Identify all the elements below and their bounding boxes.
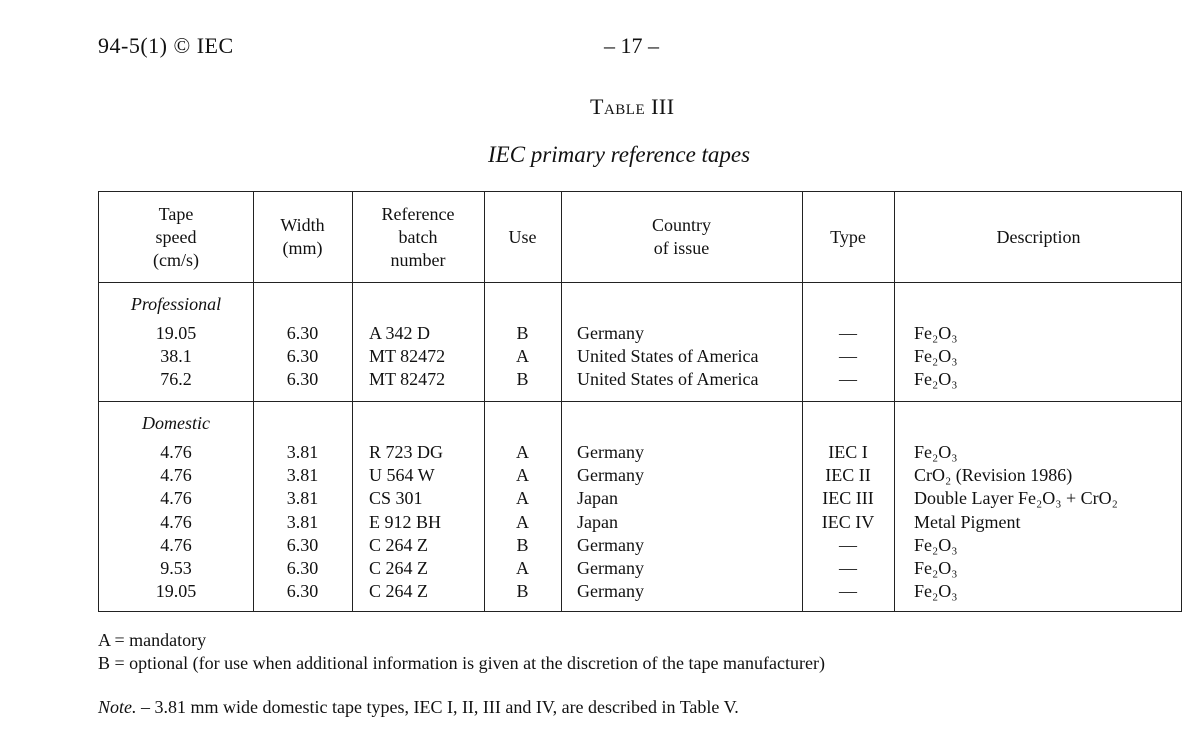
type-cell: — (839, 581, 857, 602)
reference-batch-cell: CS 301 (369, 488, 423, 509)
col-header-tape-speed: Tape speed (cm/s) (153, 203, 199, 270)
use-cell: A (516, 346, 529, 367)
use-cell: B (516, 534, 529, 555)
use-cell: B (516, 369, 529, 390)
reference-tapes-table (98, 191, 1182, 612)
col-header-country: Country of issue (651, 215, 711, 258)
width-cell: 6.30 (286, 581, 319, 602)
col-header-use: Use (508, 226, 537, 247)
country-cell: United States of America (577, 369, 759, 390)
reference-batch-cell: E 912 BH (369, 511, 441, 532)
page-number: – 17 – (604, 33, 659, 58)
description-cell: Fe₂O₃ (914, 346, 958, 367)
width-cell: 3.81 (286, 488, 319, 509)
type-cell: — (839, 346, 857, 367)
description-cell: Fe₂O₃ (914, 534, 958, 555)
description-cell: CrO₂ (Revision 1986) (914, 465, 1073, 486)
tape-speed-cell: 4.76 (160, 511, 192, 532)
note-label: Note. (98, 697, 137, 717)
group-label: Professional (130, 294, 222, 314)
country-cell: Japan (577, 488, 618, 509)
width-cell: 3.81 (286, 442, 319, 462)
reference-batch-cell: MT 82472 (369, 369, 446, 390)
type-cell: IEC I (828, 442, 868, 462)
use-cell: B (516, 581, 529, 602)
description-cell: Fe₂O₃ (914, 323, 958, 343)
reference-batch-cell: A 342 D (369, 323, 431, 343)
tape-speed-cell: 19.05 (155, 323, 197, 343)
table-subtitle: IEC primary reference tapes (488, 142, 751, 167)
description-cell: Double Layer Fe₂O₃ + CrO₂ (914, 488, 1118, 509)
country-cell: Germany (577, 558, 644, 578)
group-divider (99, 401, 1181, 402)
reference-batch-cell: R 723 DG (369, 442, 444, 462)
col-header-reference-batch: Reference batch number (381, 203, 455, 270)
tape-speed-cell: 4.76 (160, 465, 192, 486)
type-cell: — (839, 369, 857, 390)
country-cell: Germany (577, 581, 644, 602)
use-cell: A (516, 442, 529, 462)
col-header-width: Width (mm) (280, 215, 325, 258)
country-cell: Germany (577, 323, 644, 343)
reference-batch-cell: C 264 Z (369, 558, 429, 578)
use-cell: A (516, 558, 529, 578)
width-cell: 6.30 (286, 323, 319, 343)
country-cell: Germany (577, 534, 644, 555)
type-cell: IEC II (825, 465, 871, 486)
col-header-description: Description (996, 226, 1081, 247)
description-cell: Fe₂O₃ (914, 558, 958, 578)
tape-speed-cell: 4.76 (160, 442, 192, 462)
table-note (98, 697, 739, 718)
width-cell: 6.30 (286, 369, 319, 390)
reference-batch-cell: C 264 Z (369, 581, 429, 602)
description-cell: Metal Pigment (914, 511, 1021, 532)
type-cell: — (839, 558, 857, 578)
type-cell: — (839, 534, 857, 555)
description-cell: Fe₂O₃ (914, 581, 958, 602)
group-label: Domestic (142, 413, 210, 433)
country-cell: Germany (577, 442, 644, 462)
reference-batch-cell: C 264 Z (369, 534, 429, 555)
country-cell: United States of America (577, 346, 759, 367)
width-cell: 6.30 (286, 558, 319, 578)
table-title: Table III (590, 94, 675, 119)
type-cell: IEC IV (821, 511, 875, 532)
note-text: – 3.81 mm wide domestic tape types, IEC I, II, III and IV, are described in Table V. (141, 697, 739, 717)
tape-speed-cell: 4.76 (160, 488, 192, 509)
header-divider (99, 282, 1181, 283)
col-header-type: Type (830, 226, 866, 247)
type-cell: IEC III (822, 488, 874, 509)
reference-batch-cell: MT 82472 (369, 346, 446, 367)
tape-speed-cell: 76.2 (160, 369, 192, 390)
use-cell: A (516, 488, 529, 509)
width-cell: 6.30 (286, 534, 319, 555)
width-cell: 3.81 (286, 465, 319, 486)
country-cell: Japan (577, 511, 618, 532)
type-cell: — (839, 323, 857, 343)
use-cell: A (516, 511, 529, 532)
tape-speed-cell: 9.53 (160, 558, 192, 578)
width-cell: 3.81 (286, 511, 319, 532)
country-cell: Germany (577, 465, 644, 486)
legend-a: A = mandatory (98, 630, 207, 650)
description-cell: Fe₂O₃ (914, 369, 958, 390)
width-cell: 6.30 (286, 346, 319, 367)
document-reference: 94-5(1) © IEC (98, 33, 234, 58)
legend-b: B = optional (for use when additional information is given at the discretion of the tape manufacturer) (98, 653, 825, 673)
tape-speed-cell: 38.1 (160, 346, 192, 367)
reference-batch-cell: U 564 W (369, 465, 435, 486)
use-cell: A (516, 465, 529, 486)
description-cell: Fe₂O₃ (914, 442, 958, 462)
tape-speed-cell: 19.05 (155, 581, 197, 602)
tape-speed-cell: 4.76 (160, 534, 192, 555)
use-cell: B (516, 323, 529, 343)
